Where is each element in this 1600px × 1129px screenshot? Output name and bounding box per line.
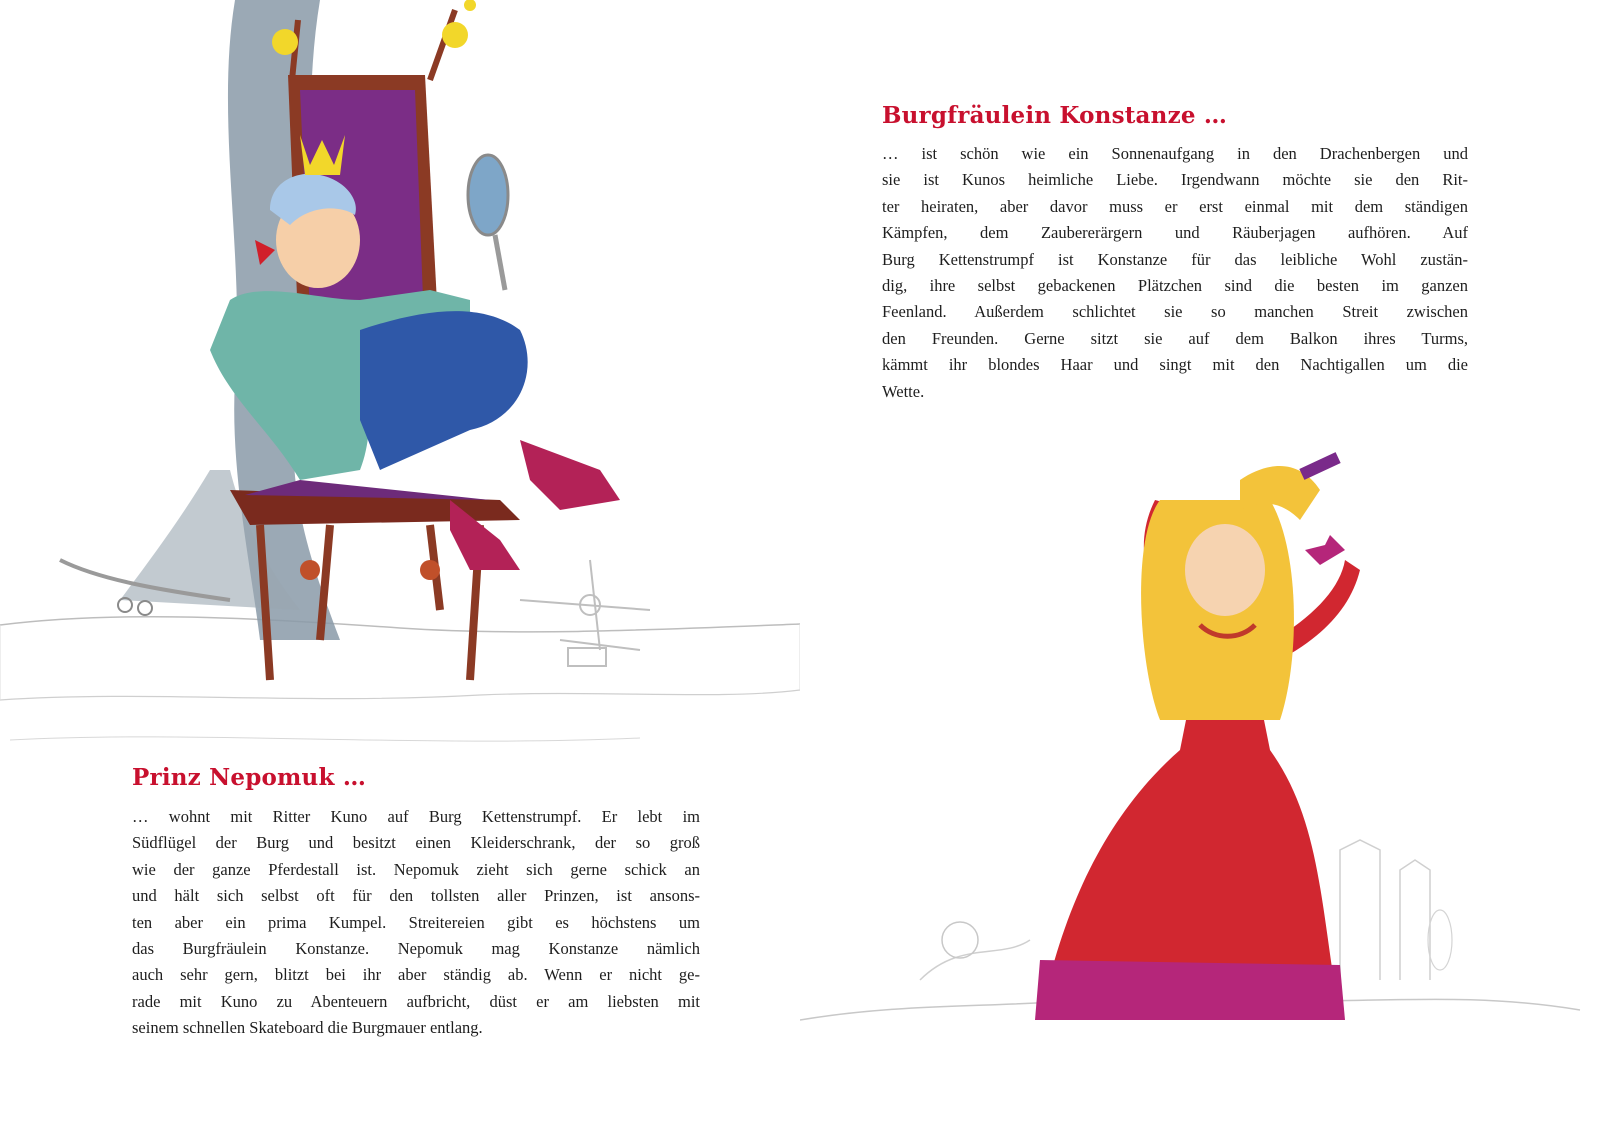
text-line: seinem schnellen Skateboard die Burgmauer entlang.	[132, 1018, 483, 1038]
text-line: kämmt ihr blondes Haar und singt mit den Nachtigallen um die	[882, 355, 1468, 375]
text-line: sie ist Kunos heimliche Liebe. Irgendwann möchte sie den Rit-	[882, 170, 1468, 190]
text-line: rade mit Kuno zu Abenteuern aufbricht, düst er am liebsten mit	[132, 991, 700, 1011]
right-page	[800, 0, 1600, 1129]
text-line: Feenland. Außerdem schlichtet sie so manchen Streit zwischen	[882, 302, 1468, 322]
text-line: das Burgfräulein Konstanze. Nepomuk mag Konstanze nämlich	[132, 939, 700, 959]
text-line: und hält sich selbst oft für den tollsten aller Prinzen, ist ansons-	[132, 886, 700, 906]
text-line: … wohnt mit Ritter Kuno auf Burg Kettenstrumpf. Er lebt im	[132, 807, 700, 826]
konstanze-illustration	[800, 420, 1600, 1100]
text-line: ter heiraten, aber davor muss er erst einmal mit dem ständigen	[882, 196, 1468, 216]
text-line: Burg Kettenstrumpf ist Konstanze für das leibliche Wohl zustän-	[882, 249, 1468, 269]
text-line: auch sehr gern, blitzt bei ihr aber ständig ab. Wenn er nicht ge-	[132, 965, 700, 985]
konstanze-heading: Burgfräulein Konstanze …	[882, 102, 1228, 129]
text-line: dig, ihre selbst gebackenen Plätzchen sind die besten im ganzen	[882, 276, 1468, 296]
konstanze-paragraph	[882, 141, 1468, 405]
text-line: … ist schön wie ein Sonnenaufgang in den Drachenbergen und	[882, 144, 1468, 163]
text-line: wie der ganze Pferdestall ist. Nepomuk zieht sich gerne schick an	[132, 859, 700, 879]
prince-paragraph	[132, 804, 700, 1042]
text-line: Südflügel der Burg und besitzt einen Kleiderschrank, der so groß	[132, 833, 700, 853]
prince-heading: Prinz Nepomuk …	[132, 764, 367, 791]
text-line: Wette.	[882, 381, 925, 401]
text-line: den Freunden. Gerne sitzt sie auf dem Balkon ihres Turms,	[882, 328, 1468, 348]
prince-on-throne-illustration	[0, 0, 800, 770]
text-line: Kämpfen, dem Zaubererärgern und Räuberjagen aufhören. Auf	[882, 223, 1468, 243]
text-line: ten aber ein prima Kumpel. Streitereien gibt es höchstens um	[132, 912, 700, 932]
